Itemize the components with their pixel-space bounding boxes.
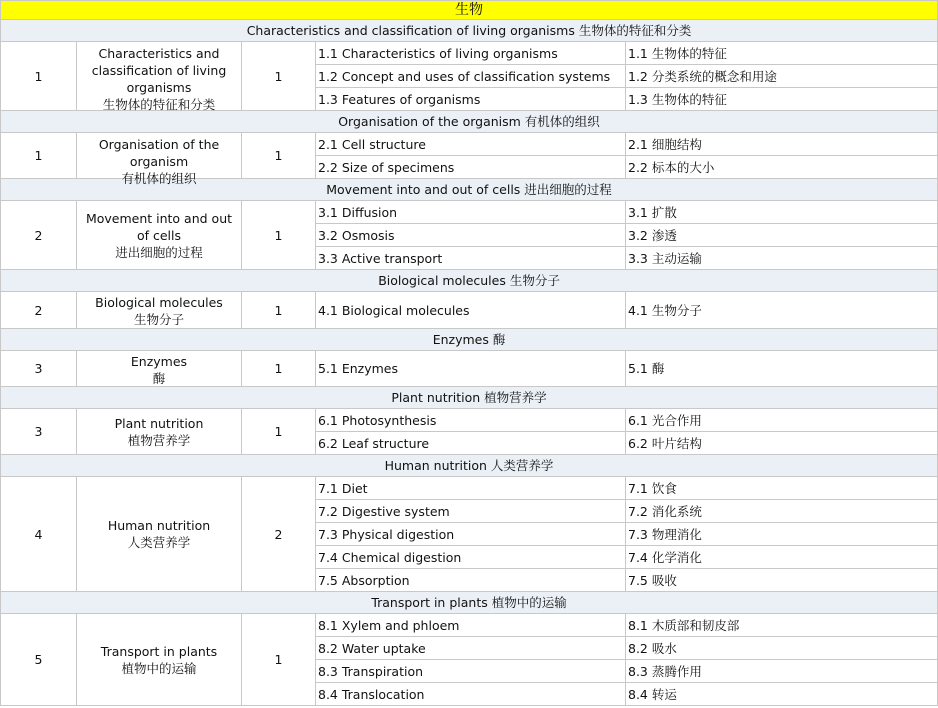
topic-text: [81, 415, 237, 449]
sheet-title-cell[interactable]: 生物: [1, 1, 938, 20]
week-cell[interactable]: 3: [1, 351, 77, 387]
subtopic-en-cell[interactable]: 7.1 Diet: [316, 477, 626, 500]
topic-en: Organisation of the organism: [98, 136, 220, 169]
subtopic-en-cell[interactable]: 3.2 Osmosis: [316, 224, 626, 247]
topic-row: [1, 201, 938, 224]
week-cell[interactable]: 5: [1, 614, 77, 706]
subtopic-en-cell[interactable]: 1.2 Concept and uses of classification systems: [316, 65, 626, 88]
topic-cn: 植物中的运输: [121, 660, 197, 676]
subtopic-cn-cell[interactable]: 8.2 吸水: [626, 637, 938, 660]
topic-text: [81, 294, 237, 327]
topic-cn: 进出细胞的过程: [115, 244, 203, 260]
section-header-cell[interactable]: Characteristics and classification of living organisms 生物体的特征和分类: [1, 20, 938, 42]
section-header-cell[interactable]: Transport in plants 植物中的运输: [1, 592, 938, 614]
subtopic-cn-cell[interactable]: 3.3 主动运输: [626, 247, 938, 270]
section-header-cell[interactable]: Enzymes 酶: [1, 329, 938, 351]
subtopic-cn-cell[interactable]: 7.3 物理消化: [626, 523, 938, 546]
topic-text: [81, 210, 237, 261]
week-cell[interactable]: 3: [1, 409, 77, 455]
section-header-cell[interactable]: Organisation of the organism 有机体的组织: [1, 111, 938, 133]
subtopic-en-cell[interactable]: 6.1 Photosynthesis: [316, 409, 626, 432]
topic-en: Characteristics and classification of living organisms: [91, 45, 227, 95]
subtopic-cn-cell[interactable]: 8.4 转运: [626, 683, 938, 706]
topic-text: [81, 643, 237, 677]
subtopic-en-cell[interactable]: 7.2 Digestive system: [316, 500, 626, 523]
subtopic-en-cell[interactable]: 2.1 Cell structure: [316, 133, 626, 156]
subtopic-cn-cell[interactable]: 7.4 化学消化: [626, 546, 938, 569]
subtopic-en-cell[interactable]: 4.1 Biological molecules: [316, 292, 626, 329]
topic-cell[interactable]: [77, 201, 242, 270]
topic-cell[interactable]: [77, 292, 242, 329]
subtopic-en-cell[interactable]: 3.3 Active transport: [316, 247, 626, 270]
subtopic-en-cell[interactable]: 6.2 Leaf structure: [316, 432, 626, 455]
subtopic-cn-cell[interactable]: 2.1 细胞结构: [626, 133, 938, 156]
subtopic-cn-cell[interactable]: 5.1 酶: [626, 351, 938, 387]
topic-text: [81, 136, 237, 186]
section-header-row: [1, 329, 938, 351]
hours-cell[interactable]: 1: [242, 292, 316, 329]
subtopic-en-cell[interactable]: 8.1 Xylem and phloem: [316, 614, 626, 637]
topic-cell[interactable]: [77, 409, 242, 455]
section-header-row: [1, 592, 938, 614]
topic-cell[interactable]: [77, 351, 242, 387]
subtopic-en-cell[interactable]: 8.2 Water uptake: [316, 637, 626, 660]
section-header-row: [1, 270, 938, 292]
week-cell[interactable]: 4: [1, 477, 77, 592]
section-header-row: [1, 20, 938, 42]
subtopic-en-cell[interactable]: 7.5 Absorption: [316, 569, 626, 592]
topic-cell[interactable]: [77, 133, 242, 186]
subtopic-cn-cell[interactable]: 3.1 扩散: [626, 201, 938, 224]
section-header-cell[interactable]: Biological molecules 生物分子: [1, 270, 938, 292]
subtopic-cn-cell[interactable]: 8.3 蒸腾作用: [626, 660, 938, 683]
topic-row: [1, 42, 938, 65]
subtopic-en-cell[interactable]: 8.4 Translocation: [316, 683, 626, 706]
topic-cn: 生物体的特征和分类: [102, 96, 216, 112]
topic-en: Transport in plants: [100, 643, 218, 659]
topic-en: Enzymes: [130, 353, 188, 369]
week-cell[interactable]: 1: [1, 133, 77, 179]
topic-row: [1, 133, 938, 156]
subtopic-en-cell[interactable]: 8.3 Transpiration: [316, 660, 626, 683]
hours-cell[interactable]: 1: [242, 614, 316, 706]
hours-cell[interactable]: 1: [242, 409, 316, 455]
topic-row: [1, 409, 938, 432]
week-cell[interactable]: 1: [1, 42, 77, 111]
hours-cell[interactable]: 1: [242, 42, 316, 111]
topic-cn: 生物分子: [133, 311, 184, 327]
hours-cell[interactable]: 2: [242, 477, 316, 592]
subtopic-en-cell[interactable]: 3.1 Diffusion: [316, 201, 626, 224]
week-cell[interactable]: 2: [1, 292, 77, 329]
subtopic-cn-cell[interactable]: 7.5 吸收: [626, 569, 938, 592]
topic-cn: 有机体的组织: [121, 170, 197, 186]
topic-text: [81, 45, 237, 112]
section-header-row: [1, 111, 938, 133]
subtopic-cn-cell[interactable]: 1.3 生物体的特征: [626, 88, 938, 111]
topic-cn: 植物营养学: [127, 432, 191, 448]
subtopic-en-cell[interactable]: 1.3 Features of organisms: [316, 88, 626, 111]
subtopic-en-cell[interactable]: 5.1 Enzymes: [316, 351, 626, 387]
topic-cell[interactable]: [77, 477, 242, 592]
section-header-row: [1, 455, 938, 477]
week-cell[interactable]: 2: [1, 201, 77, 270]
topic-cn: 人类营养学: [127, 535, 191, 550]
section-header-row: [1, 387, 938, 409]
subtopic-cn-cell[interactable]: 1.1 生物体的特征: [626, 42, 938, 65]
subtopic-en-cell[interactable]: 7.4 Chemical digestion: [316, 546, 626, 569]
topic-cn: 酶: [152, 370, 166, 386]
subtopic-cn-cell[interactable]: 6.2 叶片结构: [626, 432, 938, 455]
title-row: [1, 1, 938, 20]
topic-row: [1, 351, 938, 387]
subtopic-cn-cell[interactable]: 6.1 光合作用: [626, 409, 938, 432]
topic-row: [1, 477, 938, 500]
topic-text: [81, 353, 237, 385]
topic-en: Plant nutrition: [114, 415, 204, 431]
topic-row: [1, 614, 938, 637]
subtopic-en-cell[interactable]: 7.3 Physical digestion: [316, 523, 626, 546]
subtopic-en-cell[interactable]: 2.2 Size of specimens: [316, 156, 626, 179]
section-header-cell[interactable]: Movement into and out of cells 进出细胞的过程: [1, 179, 938, 201]
hours-cell[interactable]: 1: [242, 201, 316, 270]
subtopic-cn-cell[interactable]: 4.1 生物分子: [626, 292, 938, 329]
subtopic-cn-cell[interactable]: 8.1 木质部和韧皮部: [626, 614, 938, 637]
topic-row: [1, 292, 938, 329]
topic-en: Movement into and out of cells: [85, 210, 233, 243]
section-header-cell[interactable]: Plant nutrition 植物营养学: [1, 387, 938, 409]
subtopic-cn-cell[interactable]: 3.2 渗透: [626, 224, 938, 247]
subtopic-cn-cell[interactable]: 1.2 分类系统的概念和用途: [626, 65, 938, 88]
topic-en: Human nutrition: [107, 518, 211, 533]
section-header-cell[interactable]: Human nutrition 人类营养学: [1, 455, 938, 477]
hours-cell[interactable]: 1: [242, 351, 316, 387]
subtopic-cn-cell[interactable]: 2.2 标本的大小: [626, 156, 938, 179]
subtopic-cn-cell[interactable]: 7.1 饮食: [626, 477, 938, 500]
hours-cell[interactable]: 1: [242, 133, 316, 179]
topic-cell[interactable]: [77, 42, 242, 111]
subtopic-en-cell[interactable]: 1.1 Characteristics of living organisms: [316, 42, 626, 65]
topic-cell[interactable]: [77, 614, 242, 706]
topic-text: [81, 517, 237, 551]
subtopic-cn-cell[interactable]: 7.2 消化系统: [626, 500, 938, 523]
topic-en: Biological molecules: [95, 294, 223, 310]
